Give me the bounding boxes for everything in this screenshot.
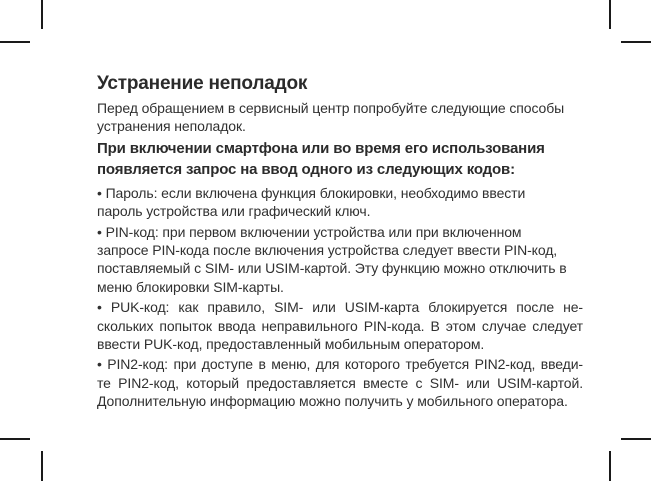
text-line: • Пароль: если включена функция блокировки, необходимо ввести xyxy=(97,184,526,201)
bullet-password xyxy=(97,184,583,221)
text-line: меню блокировки SIM-карты. xyxy=(97,278,284,295)
bullet-pin-code xyxy=(97,223,583,297)
crop-mark-top-right-vertical xyxy=(609,0,611,29)
crop-mark-bottom-left-horizontal xyxy=(0,438,30,440)
text-line: При включении смартфона или во время его использования xyxy=(97,139,545,157)
text-line: скольких попыток ввода неправильного PIN-кода. В этом случае следует xyxy=(97,317,583,334)
page-title: Устранение неполадок xyxy=(97,73,308,94)
text-line: те PIN2-код, который предоставляется вместе с SIM- или USIM-картой. xyxy=(97,374,583,391)
text-line: • PIN2-код: при доступе в меню, для которого требуется PIN2-код, введи- xyxy=(97,356,583,373)
crop-mark-bottom-right-horizontal xyxy=(621,438,651,440)
codes-subheading xyxy=(97,138,583,181)
crop-mark-bottom-right-vertical xyxy=(609,451,611,481)
text-line: Дополнительную информацию можно получить у мобильного оператора. xyxy=(97,393,568,410)
crop-mark-top-left-horizontal xyxy=(0,41,30,43)
bullet-pin2-code xyxy=(97,355,583,410)
text-line: запросе PIN-кода после включения устройства следует ввести PIN-код, xyxy=(97,242,558,259)
text-line: появляется запрос на ввод одного из следующих кодов: xyxy=(97,161,515,179)
intro-paragraph xyxy=(97,99,583,136)
text-line: пароль устройства или графический ключ. xyxy=(97,203,371,220)
text-line: ввести PUK-код, предоставленный мобильным оператором. xyxy=(97,336,485,353)
bullet-puk-code xyxy=(97,298,583,353)
crop-mark-bottom-left-vertical xyxy=(41,451,43,481)
text-line: поставляемый с SIM- или USIM-картой. Эту функцию можно отключить в xyxy=(97,260,567,277)
text-line: • PIN-код: при первом включении устройства или при включенном xyxy=(97,223,522,240)
crop-mark-top-left-vertical xyxy=(41,0,43,29)
text-line: • PUK-код: как правило, SIM- или USIM-карта блокируется после не- xyxy=(97,299,583,316)
text-line: устранения неполадок. xyxy=(97,118,246,135)
text-line: Перед обращением в сервисный центр попробуйте следующие способы xyxy=(97,100,565,116)
document-content xyxy=(97,71,583,413)
crop-mark-top-right-horizontal xyxy=(621,41,651,43)
